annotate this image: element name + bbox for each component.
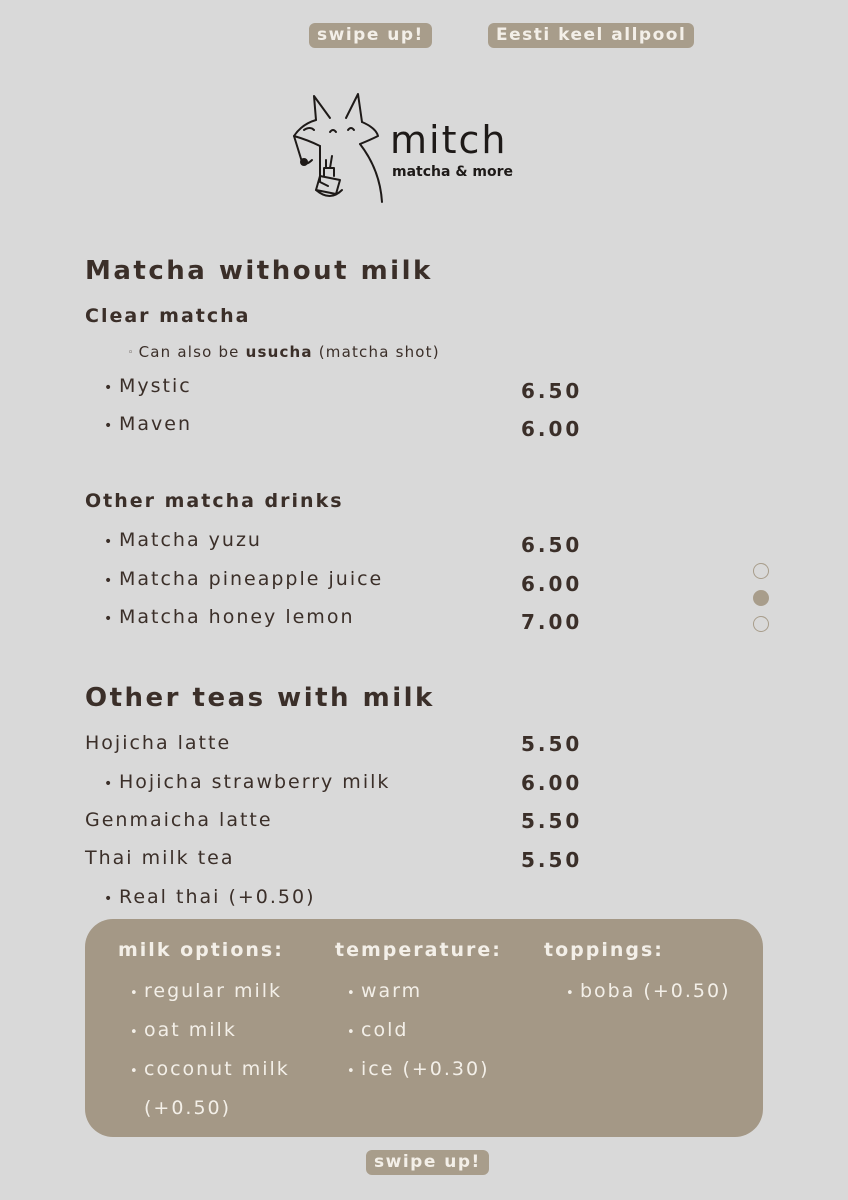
bullet-icon: • — [566, 986, 576, 1001]
option-label: cold — [361, 1019, 409, 1041]
menu-item-matcha-yuzu — [104, 529, 262, 551]
bullet-icon: • — [347, 1025, 357, 1040]
item-name: Hojicha strawberry milk — [119, 771, 391, 793]
milk-options-title: milk options: — [118, 939, 284, 961]
item-price: 6.50 — [521, 379, 583, 403]
temperature-column — [335, 939, 502, 1090]
bullet-icon: • — [130, 986, 140, 1001]
page-dot[interactable] — [753, 563, 769, 579]
bullet-icon: • — [130, 1025, 140, 1040]
subsection-title-clear-matcha: Clear matcha — [85, 305, 251, 327]
item-price: 6.00 — [521, 417, 583, 441]
bullet-icon: • — [347, 986, 357, 1001]
bullet-icon: • — [104, 891, 115, 907]
swipe-up-pill-top: swipe up! — [309, 23, 432, 48]
item-price: 6.00 — [521, 572, 583, 596]
bullet-icon: • — [104, 380, 115, 396]
item-name: Thai milk tea — [85, 847, 235, 869]
toppings-title: toppings: — [544, 939, 664, 961]
bullet-icon: • — [104, 418, 115, 434]
option-item — [118, 1051, 290, 1090]
menu-item-thai-milk-tea — [85, 847, 235, 869]
option-item — [335, 973, 502, 1012]
option-label: warm — [361, 980, 423, 1002]
menu-item-matcha-honey-lemon — [104, 606, 354, 628]
menu-item-hojicha-strawberry-milk — [104, 771, 390, 793]
bullet-icon: • — [104, 776, 115, 792]
item-name: Hojicha latte — [85, 732, 232, 754]
options-card — [85, 919, 763, 1137]
menu-item-mystic — [104, 375, 192, 397]
item-name: Mystic — [119, 375, 192, 397]
menu-item-matcha-pineapple-juice — [104, 568, 383, 590]
item-price: 5.50 — [521, 809, 583, 833]
item-price: 6.00 — [521, 771, 583, 795]
subsection-title-other-matcha-drinks: Other matcha drinks — [85, 490, 344, 512]
option-label: oat milk — [144, 1019, 237, 1041]
swipe-up-pill-bottom: swipe up! — [366, 1150, 489, 1175]
toppings-column — [544, 939, 730, 1012]
option-item — [118, 1012, 290, 1051]
option-price-note: (+0.50) — [144, 1097, 232, 1119]
menu-item-hojicha-latte — [85, 732, 231, 754]
section-title-other-teas-with-milk: Other teas with milk — [85, 683, 435, 713]
brand-tagline: matcha & more — [392, 164, 514, 180]
milk-options-column — [118, 939, 290, 1127]
item-price: 5.50 — [521, 848, 583, 872]
fox-drinking-icon — [290, 90, 390, 210]
brand-name: mitch — [390, 118, 508, 162]
option-item — [335, 1012, 502, 1051]
logo — [290, 90, 530, 210]
section-title-matcha-without-milk: Matcha without milk — [85, 256, 433, 286]
hollow-bullet-icon: ◦ — [128, 348, 139, 358]
option-label: boba (+0.50) — [580, 980, 731, 1002]
note-suffix: (matcha shot) — [312, 343, 440, 361]
menu-item-real-thai — [104, 886, 316, 908]
option-label: ice (+0.30) — [361, 1058, 490, 1080]
bullet-icon: • — [104, 611, 115, 627]
bullet-icon: • — [104, 573, 115, 589]
item-name: Matcha honey lemon — [119, 606, 355, 628]
menu-item-genmaicha-latte — [85, 809, 273, 831]
option-item — [335, 1051, 502, 1090]
item-price: 6.50 — [521, 533, 583, 557]
option-item — [544, 973, 730, 1012]
item-name: Matcha yuzu — [119, 529, 262, 551]
bullet-icon: • — [104, 534, 115, 550]
menu-item-maven — [104, 413, 192, 435]
item-name: Real thai (+0.50) — [119, 886, 316, 908]
bullet-icon: • — [347, 1064, 357, 1079]
note-prefix: Can also be — [138, 343, 246, 361]
item-name: Genmaicha latte — [85, 809, 273, 831]
option-label: coconut milk — [144, 1058, 290, 1080]
option-label: regular milk — [144, 980, 283, 1002]
page-dot[interactable] — [753, 616, 769, 632]
temperature-title: temperature: — [335, 939, 502, 961]
page-indicator — [753, 563, 769, 643]
option-item — [118, 973, 290, 1012]
note-bold: usucha — [245, 343, 313, 361]
item-price: 5.50 — [521, 732, 583, 756]
page-dot-active[interactable] — [753, 590, 769, 606]
usucha-note — [128, 343, 440, 361]
item-name: Matcha pineapple juice — [119, 568, 384, 590]
item-name: Maven — [119, 413, 193, 435]
estonian-language-pill[interactable]: Eesti keel allpool — [488, 23, 694, 48]
item-price: 7.00 — [521, 610, 583, 634]
bullet-icon: • — [130, 1064, 140, 1079]
